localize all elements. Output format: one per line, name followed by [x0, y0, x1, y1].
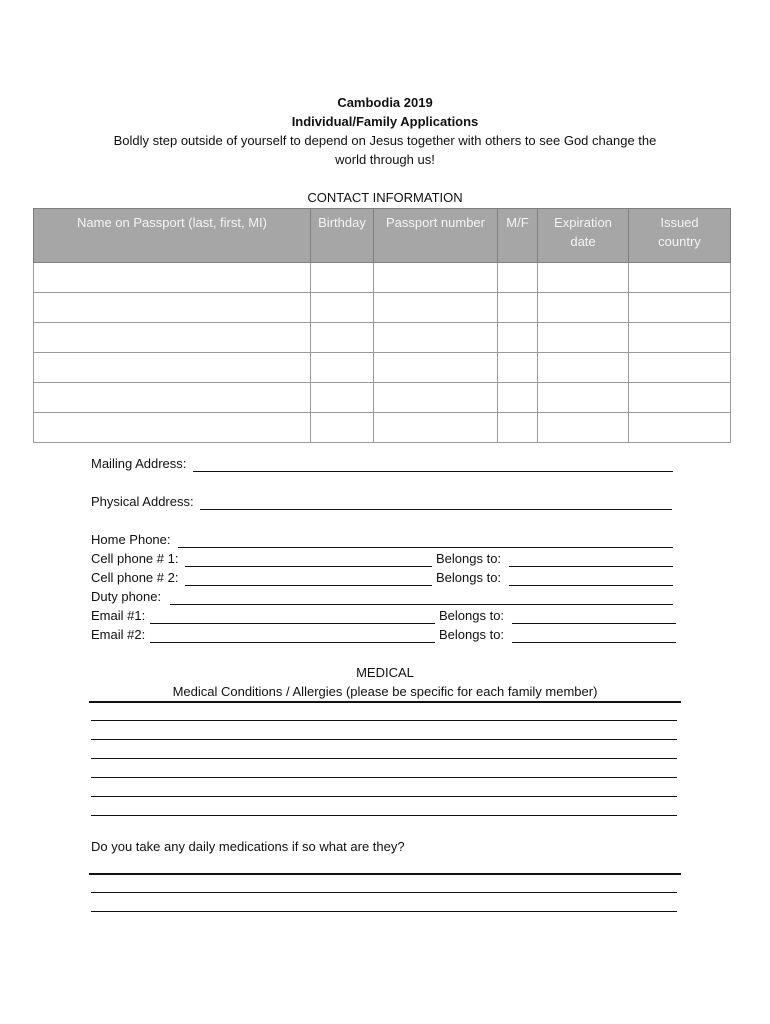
cell-phone-2-belongs-line[interactable] [509, 585, 673, 586]
medical-line[interactable] [91, 796, 677, 797]
table-row [34, 293, 731, 323]
cell-passport-number[interactable] [374, 383, 498, 413]
cell-name[interactable] [34, 263, 311, 293]
cell-sex[interactable] [498, 263, 538, 293]
email-2-belongs-line[interactable] [512, 642, 676, 643]
cell-sex[interactable] [498, 323, 538, 353]
cell-phone-1-line[interactable] [185, 566, 432, 567]
cell-expiration[interactable] [538, 263, 629, 293]
cell-country[interactable] [629, 263, 731, 293]
col-issued-country: Issued country [629, 209, 731, 263]
contact-heading: CONTACT INFORMATION [307, 190, 463, 205]
document-subtitle: Individual/Family Applications [291, 114, 479, 129]
cell-name[interactable] [34, 353, 311, 383]
home-phone-label: Home Phone: [91, 532, 171, 547]
cell-birthday[interactable] [311, 383, 374, 413]
cell-birthday[interactable] [311, 263, 374, 293]
cell-phone-2-label: Cell phone # 2: [91, 570, 179, 585]
cell-country[interactable] [629, 323, 731, 353]
medical-line[interactable] [91, 777, 677, 778]
table-row [34, 413, 731, 443]
cell-expiration[interactable] [538, 413, 629, 443]
medications-line[interactable] [91, 892, 677, 893]
cell-country[interactable] [629, 383, 731, 413]
col-birthday: Birthday [311, 209, 374, 263]
cell-name[interactable] [34, 413, 311, 443]
document-title: Cambodia 2019 [337, 95, 433, 110]
medications-top-rule [89, 873, 681, 875]
medical-line[interactable] [91, 739, 677, 740]
cell-phone-1-belongs-label: Belongs to: [436, 551, 502, 566]
col-expiration-date: Expiration date [538, 209, 629, 263]
cell-phone-2-belongs-label: Belongs to: [436, 570, 502, 585]
cell-expiration[interactable] [538, 293, 629, 323]
cell-name[interactable] [34, 323, 311, 353]
tagline-line-2: world through us! [335, 152, 435, 167]
medical-conditions-prompt: Medical Conditions / Allergies (please be specific for each family member) [172, 684, 598, 699]
physical-address-line[interactable] [200, 509, 672, 510]
email-1-line[interactable] [150, 623, 435, 624]
email-1-label: Email #1: [91, 608, 146, 623]
medical-line[interactable] [91, 815, 677, 816]
cell-birthday[interactable] [311, 413, 374, 443]
cell-passport-number[interactable] [374, 413, 498, 443]
table-row [34, 323, 731, 353]
medications-question: Do you take any daily medications if so what are they? [91, 839, 405, 854]
cell-sex[interactable] [498, 383, 538, 413]
cell-birthday[interactable] [311, 353, 374, 383]
cell-sex[interactable] [498, 413, 538, 443]
email-2-label: Email #2: [91, 627, 146, 642]
contact-header-row [34, 209, 731, 263]
physical-address-label: Physical Address: [91, 494, 194, 509]
cell-birthday[interactable] [311, 323, 374, 353]
table-row [34, 383, 731, 413]
duty-phone-label: Duty phone: [91, 589, 162, 604]
cell-sex[interactable] [498, 293, 538, 323]
cell-expiration[interactable] [538, 383, 629, 413]
medications-line[interactable] [91, 911, 677, 912]
cell-passport-number[interactable] [374, 263, 498, 293]
cell-passport-number[interactable] [374, 293, 498, 323]
col-sex: M/F [498, 209, 538, 263]
cell-expiration[interactable] [538, 323, 629, 353]
table-row [34, 353, 731, 383]
cell-sex[interactable] [498, 353, 538, 383]
cell-expiration[interactable] [538, 353, 629, 383]
col-name-on-passport: Name on Passport (last, first, MI) [34, 209, 311, 263]
medical-heading: MEDICAL [356, 665, 414, 680]
cell-phone-1-belongs-line[interactable] [509, 566, 673, 567]
email-2-belongs-label: Belongs to: [439, 627, 505, 642]
email-2-line[interactable] [150, 642, 435, 643]
cell-name[interactable] [34, 383, 311, 413]
medical-line[interactable] [91, 758, 677, 759]
email-1-belongs-label: Belongs to: [439, 608, 505, 623]
contact-table [33, 208, 731, 443]
tagline-line-1: Boldly step outside of yourself to depend on Jesus together with others to see God change the [113, 133, 657, 148]
cell-passport-number[interactable] [374, 323, 498, 353]
medical-top-rule [89, 701, 681, 703]
home-phone-line[interactable] [178, 547, 673, 548]
email-1-belongs-line[interactable] [512, 623, 676, 624]
col-passport-number: Passport number [374, 209, 498, 263]
mailing-address-line[interactable] [193, 471, 673, 472]
cell-country[interactable] [629, 293, 731, 323]
cell-country[interactable] [629, 413, 731, 443]
duty-phone-line[interactable] [170, 604, 673, 605]
cell-name[interactable] [34, 293, 311, 323]
table-row [34, 263, 731, 293]
cell-phone-1-label: Cell phone # 1: [91, 551, 179, 566]
mailing-address-label: Mailing Address: [91, 456, 187, 471]
cell-country[interactable] [629, 353, 731, 383]
medical-line[interactable] [91, 720, 677, 721]
cell-birthday[interactable] [311, 293, 374, 323]
cell-passport-number[interactable] [374, 353, 498, 383]
cell-phone-2-line[interactable] [185, 585, 432, 586]
